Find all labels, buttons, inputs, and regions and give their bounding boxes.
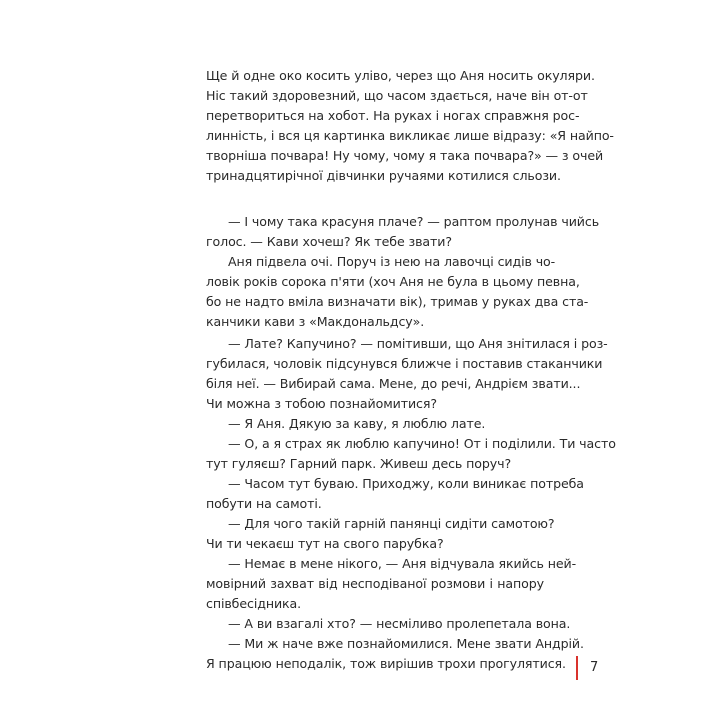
text-line: бо не надто вміла визначати вік), тримав у руках два ста- [206,294,589,309]
text-line: — Я Аня. Дякую за каву, я люблю лате. [228,416,486,431]
text-line: — Ми ж наче вже познайомилися. Мене звати Андрій. [228,636,584,651]
text-line: Чи можна з тобою познайомитися? [206,396,437,411]
text-line: перетвориться на хобот. На руках і ногах справжня рос- [206,108,580,123]
text-line: біля неї. — Вибирай сама. Мене, до речі, Андрієм звати... [206,376,581,391]
page-number-marker [576,656,578,680]
text-line: Я працюю неподалік, тож вирішив трохи прогулятися. [206,656,566,671]
text-line: Ще й одне око косить уліво, через що Аня носить окуляри. [206,68,595,83]
text-line: — Часом тут буваю. Приходжу, коли виникає потреба [228,476,584,491]
text-line: — О, а я страх як люблю капучино! От і поділили. Ти часто [228,436,616,451]
text-line: линність, і вся ця картинка викликає лише відразу: «Я найпо- [206,128,614,143]
text-line: канчики кави з «Макдональдсу». [206,314,425,329]
text-line: Чи ти чекаєш тут на свого парубка? [206,536,444,551]
text-line: співбесідника. [206,596,302,611]
text-line: побути на самоті. [206,496,322,511]
page-number: 7 [590,660,599,675]
text-line: ловік років сорока п'яти (хоч Аня не була в цьому певна, [206,274,580,289]
text-line: Аня підвела очі. Поруч із нею на лавочці сидів чо- [228,254,556,269]
text-line: губилася, чоловік підсунувся ближче і поставив стаканчики [206,356,603,371]
text-line: тринадцятирічної дівчинки ручаями котилися сльози. [206,168,561,183]
text-line: — А ви взагалі хто? — несміливо пролепетала вона. [228,616,571,631]
text-line: творніша почвара! Ну чому, чому я така почвара?» — з очей [206,148,604,163]
text-line: — Для чого такій гарній панянці сидіти самотою? [228,516,555,531]
text-line: — Немає в мене нікого, — Аня відчувала якийсь ней- [228,556,577,571]
text-line: голос. — Кави хочеш? Як тебе звати? [206,234,452,249]
text-line: — Лате? Капучино? — помітивши, що Аня знітилася і роз- [228,336,608,351]
text-line: — І чому така красуня плаче? — раптом пролунав чийсь [228,214,600,229]
text-line: мовірний захват від несподіваної розмови і напору [206,576,544,591]
text-line: Ніс такий здоровезний, що часом здається, наче він от-от [206,88,588,103]
text-line: тут гуляєш? Гарний парк. Живеш десь поруч? [206,456,512,471]
